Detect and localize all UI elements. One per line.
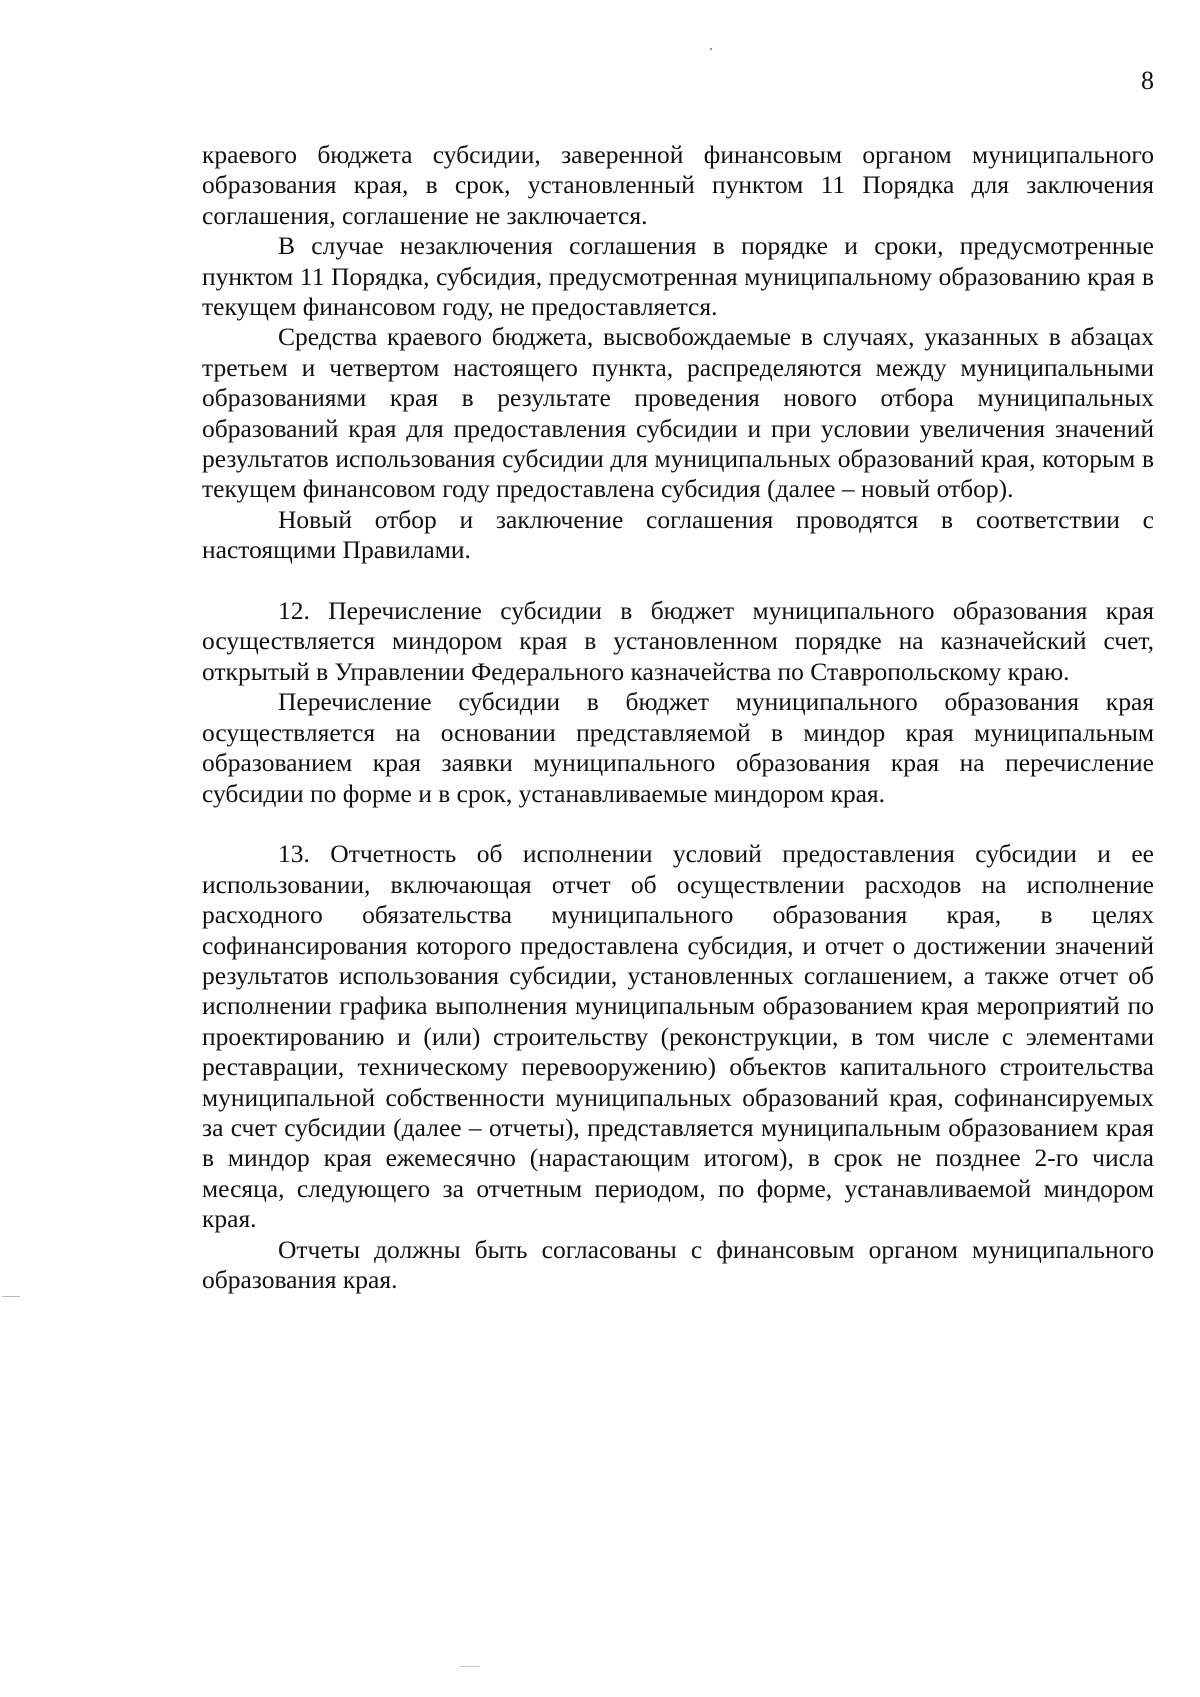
paragraph-released-funds: Средства краевого бюджета, высвобождаемые в случаях, указанных в абзацах третьем и четвертом настоящего пункта, распределяются между муниципальными образованиями края в результате проведения нового отбора муниципальных образований края для предоставления субсидии и при условии увеличения значений результатов использования субсидии для муниципальных образований края, которым в текущем финансовом году предоставлена субсидия (далее – новый отбор). [202,322,1154,504]
paragraph-transfer-basis: Перечисление субсидии в бюджет муниципального образования края осуществляется на основании представляемой в миндор края муниципальным образованием края заявки муниципального образования края на перечисление субсидии по форме и в срок, устанавливаемые миндором края. [202,687,1154,808]
scan-artifact-bottom [460,1666,480,1667]
page-number: 8 [1141,66,1154,95]
scan-artifact-dot [710,48,712,50]
paragraph-section-12: 12. Перечисление субсидии в бюджет муниципального образования края осуществляется миндором края в установленном порядке на казначейский счет, открытый в Управлении Федерального казначейства по Ставропольскому краю. [202,596,1154,686]
paragraph-section-13: 13. Отчетность об исполнении условий предоставления субсидии и ее использовании, включающая отчет об осуществлении расходов на исполнение расходного обязательства муниципального образования края, в целях софинансирования которого предоставлена субсидия, и отчет о достижении значений результатов использования субсидии, установленных соглашением, а также отчет об исполнении графика выполнения муниципальным образованием края мероприятий по проектированию и (или) строительству (реконструкции, в том числе с элементами реставрации, техническому перевооружению) объектов капитального строительства муниципальной собственности муниципальных образований края, софинансируемых за счет субсидии (далее – отчеты), представляется муниципальным образованием края в миндор края ежемесячно (нарастающим итогом), в срок не позднее 2-го числа месяца, следующего за отчетным периодом, по форме, устанавливаемой миндором края. [202,839,1154,1234]
paragraph-reports-approval: Отчеты должны быть согласованы с финансовым органом муниципального образования края. [202,1234,1154,1294]
paragraph-nonconclusion: В случае незаключения соглашения в порядке и сроки, предусмотренные пунктом 11 Порядка, субсидия, предусмотренная муниципальному образованию края в текущем финансовом году, не предоставляется. [202,231,1154,322]
paragraph-continuation: краевого бюджета субсидии, заверенной финансовым органом муниципального образования края, в срок, установленный пунктом 11 Порядка для заключения соглашения, соглашение не заключается. [202,140,1154,230]
paragraph-new-selection: Новый отбор и заключение соглашения проводятся в соответствии с настоящими Правилами. [202,504,1154,565]
scan-artifact-left [2,1296,20,1297]
document-body [202,140,1154,1295]
